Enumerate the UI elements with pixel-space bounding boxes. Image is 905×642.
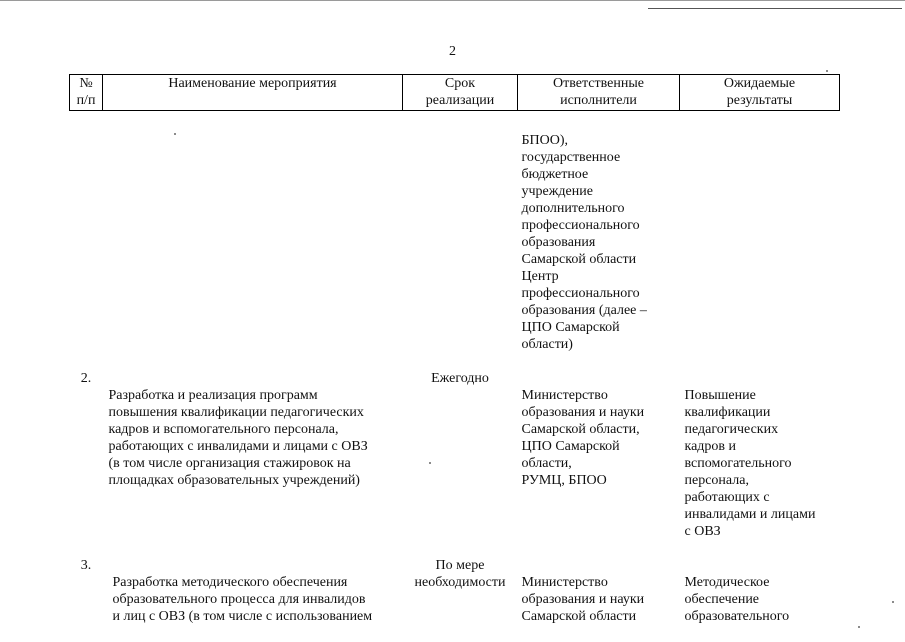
results-text: Методическое обеспечение образовательного [684,575,790,624]
name-text: Разработка методического обеспечения образовательного процесса для инвалидов и лиц с ОВЗ (в том числе с использованием [112,575,373,624]
table-row [70,111,840,371]
responsible-text: Министерство образования и науки Самарской области [521,575,645,624]
header-num: № п/п [70,75,103,111]
table-row [70,370,840,557]
row-term [403,111,518,371]
row-results [680,557,840,642]
row-term: По мере необходимости [414,558,506,590]
row-term: Ежегодно [431,371,489,386]
row-results [680,111,840,371]
row-responsible [518,557,680,642]
scan-mark-line [648,8,902,9]
row-responsible [518,111,680,371]
row-num: 3. [80,558,92,573]
header-name: Наименование мероприятия [103,75,403,111]
scan-speck [892,601,894,603]
scan-speck [174,133,176,135]
row-responsible [518,370,680,557]
header-responsible: Ответственные исполнители [518,75,680,111]
scan-speck [858,626,860,628]
row-name [103,111,403,371]
row-name [103,370,403,557]
header-results: Ожидаемые результаты [680,75,840,111]
scan-edge-line [0,0,905,1]
row-name [103,557,403,642]
responsible-text: БПОО), государственное бюджетное учреждение дополнительного профессионального образования Самарской области Центр профессионального образования (далее – ЦПО Самарской области) [521,133,647,352]
table-row [70,557,840,642]
results-text: Повышение квалификации педагогических кадров и вспомогательного персонала, работающих с инвалидами и лицами с ОВЗ [684,388,816,539]
page-number: 2 [449,44,456,59]
header-term: Срок реализации [403,75,518,111]
row-num: 2. [80,371,92,386]
activity-plan-table [69,74,840,642]
scan-speck [826,70,828,72]
scan-speck [429,462,431,464]
row-results [680,370,840,557]
name-text: Разработка и реализация программ повышения квалификации педагогических кадров и вспомогательного персонала, работающих с инвалидами и лицами с ОВЗ (в том числе организация стажировок на площадках образовательных учреждений) [108,388,368,488]
table-header-row [70,75,840,111]
row-num [70,111,103,371]
responsible-text: Министерство образования и науки Самарской области, ЦПО Самарской области, РУМЦ, БПОО [521,388,645,488]
